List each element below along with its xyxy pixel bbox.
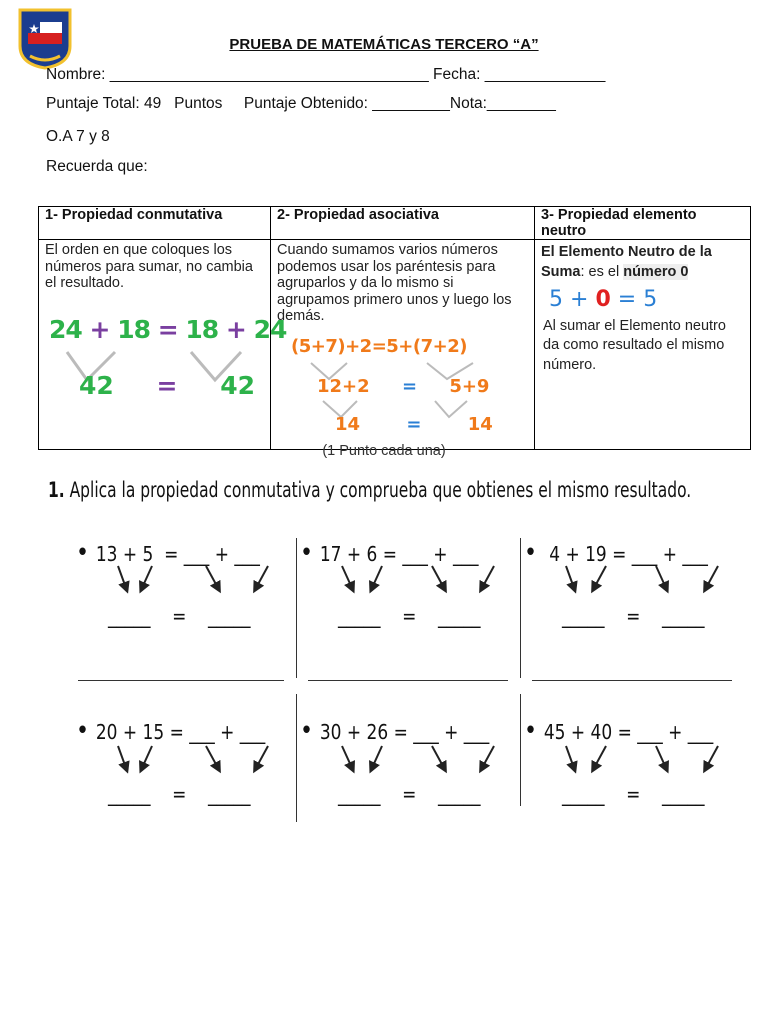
exercise-expression: 13 + 5 [95, 542, 154, 566]
conmutativa-result: 42 = 42 [79, 370, 255, 400]
exercise-6-answer[interactable]: _____ = _____ [562, 782, 705, 806]
asociativa-step: 12+2 = 5+9 [317, 375, 490, 397]
asociativa-text: Cuando sumamos varios números podemos usar los paréntesis para agruparlos y da lo mismo si agrupamos primero unos y luego los demás. [277, 242, 512, 324]
exercise-4: • 20 + 15 = ___ + ___ [76, 716, 266, 746]
exercise-rhs[interactable]: = ___ + ___ [612, 542, 708, 566]
neutro-text: Al sumar el Elemento neutro da como resultado el mismo número. [543, 317, 726, 373]
exercise-6: • 45 + 40 = ___ + ___ [524, 716, 714, 746]
exercise-expression: 30 + 26 [319, 720, 389, 744]
exercise-rhs[interactable]: = ___ + ___ [382, 542, 479, 566]
exercise-rhs[interactable]: = ___ + ___ [617, 720, 714, 744]
exercise-1: • 13 + 5 = ___ + ___ [76, 538, 260, 568]
exercise-expression: 20 + 15 [95, 720, 165, 744]
neutro-example: 5 + 0 = 5 [549, 287, 658, 312]
exercise-2-answer[interactable]: _____ = _____ [338, 604, 481, 628]
conmutativa-text: El orden en que coloques los números para sumar, no cambia el resultado. [45, 242, 253, 291]
puntaje-line: Puntaje Total: 49 Puntos Puntaje Obtenido: _________Nota:________ [46, 95, 556, 112]
asociativa-result: 14 = 14 [335, 413, 493, 435]
exercise-5: • 30 + 26 = ___ + ___ [300, 716, 490, 746]
exercise-expression: 45 + 40 [543, 720, 613, 744]
asociativa-equation: (5+7)+2=5+(7+2) [291, 335, 467, 357]
question-text: Aplica la propiedad conmutativa y comprueba que obtienes el mismo resultado. [69, 478, 692, 502]
exercise-rhs[interactable]: = ___ + ___ [164, 542, 260, 566]
arrow-icons [118, 566, 718, 768]
exercise-2: • 17 + 6 = ___ + ___ [300, 538, 479, 568]
header-neutro: 3- Propiedad elemento neutro [535, 207, 751, 240]
neutro-intro: El Elemento Neutro de la Suma: es el número 0 [541, 244, 712, 280]
exercise-rhs[interactable]: = ___ + ___ [393, 720, 490, 744]
exercise-1-answer[interactable]: _____ = _____ [108, 604, 251, 628]
page-title: PRUEBA DE MATEMÁTICAS TERCERO “A” [229, 36, 539, 53]
question-number: 1. [48, 478, 65, 502]
exercise-expression: 17 + 6 [319, 542, 378, 566]
exercise-rhs[interactable]: = ___ + ___ [169, 720, 266, 744]
header-conmutativa: 1- Propiedad conmutativa [39, 207, 271, 240]
recuerda-label: Recuerda que: [46, 158, 148, 175]
exercise-3: • 4 + 19 = ___ + ___ [524, 538, 708, 568]
points-caption: (1 Punto cada una) [322, 443, 446, 459]
exercise-3-answer[interactable]: _____ = _____ [562, 604, 705, 628]
conmutativa-equation: 24 + 18 = 18 + 24 [49, 314, 287, 344]
oa-label: O.A 7 y 8 [46, 128, 110, 145]
nombre-fecha-line: Nombre: _____________________________________ Fecha: ______________ [46, 66, 606, 83]
header-asociativa: 2- Propiedad asociativa [271, 207, 535, 240]
exercise-4-answer[interactable]: _____ = _____ [108, 782, 251, 806]
exercise-expression: 4 + 19 [549, 542, 607, 566]
exercise-5-answer[interactable]: _____ = _____ [338, 782, 481, 806]
